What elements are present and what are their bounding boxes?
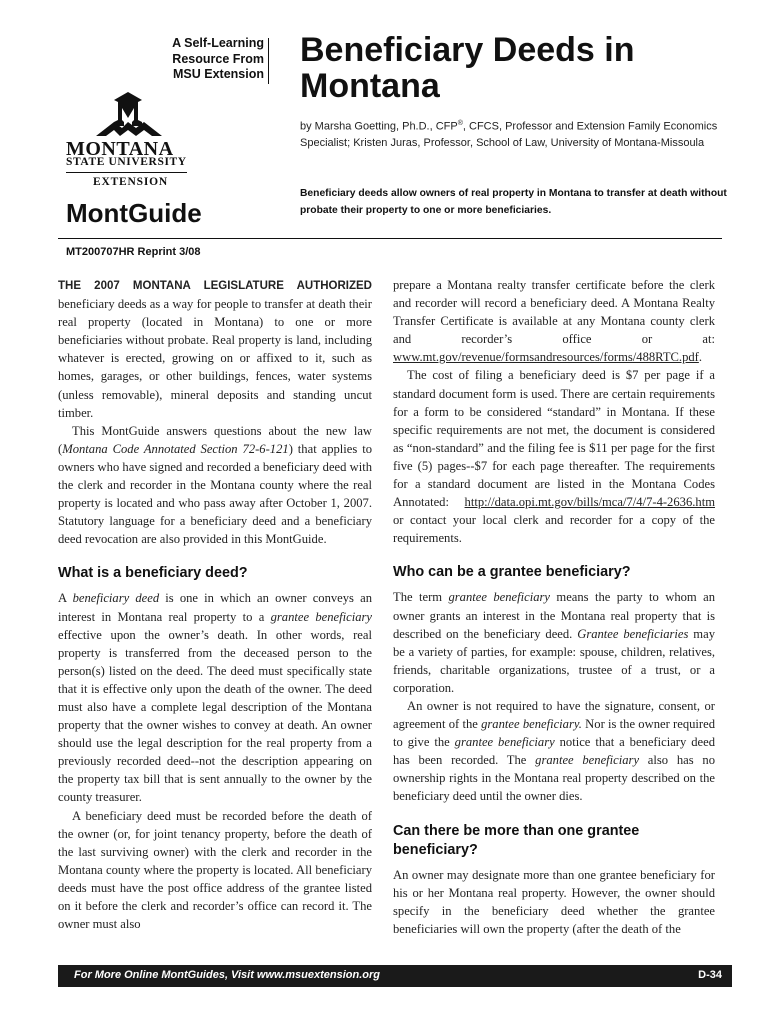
paragraph: [58, 276, 372, 422]
term: grantee beneficiary: [448, 590, 550, 605]
mca-link[interactable]: http://data.opi.mt.gov/bills/mca/7/4/7-4-2636.htm: [464, 495, 715, 510]
university-name: MONTANA: [66, 138, 174, 160]
publication-id: MT200707HR Reprint 3/08: [66, 246, 201, 258]
tagline-line: A Self-Learning: [172, 36, 264, 50]
registered-mark: ®: [457, 120, 463, 127]
paragraph-text: The term: [393, 590, 449, 605]
logo-divider: [66, 172, 187, 173]
tagline-divider: [268, 38, 269, 84]
left-column: [58, 276, 372, 933]
authors-credentials: , CFCS, Professor and Extension Family Economics Specialist; Kristen Juras, Professor, School of Law, University of Montana-Missoula: [300, 120, 718, 149]
tagline: [168, 36, 264, 83]
lead-in: THE 2007 MONTANA LEGISLATURE AUTHORIZED: [58, 280, 372, 292]
paragraph-text: notice that a beneficiary deed has been recorded. The: [393, 735, 715, 768]
paragraph: [58, 589, 372, 806]
term: grantee beneficiary: [270, 609, 372, 624]
university-state: STATE UNIVERSITY: [66, 156, 187, 168]
footer-bar: [58, 965, 732, 987]
paragraph: A beneficiary deed must be recorded before the death of the owner (or, for joint tenancy property, before the death of the last surviving owner) with the clerk and recorder in the Montana county where the property is located. All beneficiary deeds must have the post office address of the grantee listed on it before the clerk and recorder’s office can record it. The owner must also: [58, 808, 372, 932]
paragraph-text: prepare a Montana realty transfer certificate before the clerk and recorder will record a beneficiary deed. A Montana Realty Transfer Certificate is available at any Montana county clerk and recorder’s office or at:: [393, 278, 715, 347]
paragraph-text: ) that applies to owners who have signed and recorded a beneficiary deed with the clerk and recorder in the Montana county where the real property is located and who pass away after October 1, 2007. Statutory language for a beneficiary deed and a beneficiary deed revocation are also provided in this MontGuide.: [58, 441, 372, 547]
paragraph-text: An owner is not required to have the signature, consent, or agreement of the: [393, 698, 715, 732]
paragraph-text: This MontGuide answers questions about the new law (: [58, 423, 372, 456]
paragraph-text: A: [58, 591, 73, 606]
tagline-line: MSU Extension: [173, 67, 264, 81]
series-name: MontGuide: [66, 198, 202, 228]
paragraph: [393, 276, 715, 366]
paragraph-text: effective upon the owner’s death. In other words, real property is transferred from the deceased person to the person(s) listed on the deed. The deed must specifically state that it is effective only upon the death of the owner. The deed must also have a complete legal description of the Montana property that the owner wishes to convey at death. An owner should use the legal description for the real property from a previously recorded deed--not the description appearing on the property tax bill that is sent annually to the owner by the county treasurer.: [58, 627, 372, 805]
section-heading: What is a beneficiary deed?: [58, 565, 248, 582]
paragraph: [393, 697, 715, 806]
paragraph-text: Nor is the owner required to give the: [393, 717, 715, 750]
paragraph-text: .: [698, 350, 703, 365]
page-code: D-34: [698, 969, 722, 981]
citation: Montana Code Annotated Section 72-6-121: [62, 441, 289, 456]
extension-label: EXTENSION: [93, 176, 168, 188]
footer-text: For More Online MontGuides, Visit www.msuextension.org: [74, 969, 380, 981]
paragraph: [393, 588, 715, 697]
rtc-form-link[interactable]: www.mt.gov/revenue/formsandresources/forms/488RTC.pdf: [393, 350, 699, 365]
section-heading: Who can be a grantee beneficiary?: [393, 564, 631, 581]
paragraph-text: is one in which an owner conveys an interest in Montana real property to a: [58, 591, 372, 624]
paragraph-text: or contact your local clerk and recorder for a copy of the requirements.: [393, 513, 715, 546]
authors: [300, 116, 730, 151]
paragraph: An owner may designate more than one grantee beneficiary for his or her Montana real property. However, the owner should specify in the beneficiary deed whether the grantee beneficiaries will own the property (after the death of the: [393, 867, 715, 936]
term: grantee beneficiary: [535, 753, 640, 768]
paragraph-text: also has no ownership rights in the Montana real property described on the beneficiary deed until the owner dies.: [393, 753, 715, 804]
right-column: [393, 276, 715, 938]
header-rule: [58, 238, 722, 239]
authors-name: by Marsha Goetting, Ph.D., CFP: [300, 120, 458, 133]
paragraph-text: The cost of filing a beneficiary deed is $7 per page if a standard document form is used. There are certain requirements for a form to be considered “standard” in Montana. If these specific requirements are not met, the document is considered as “non-standard” and the filing fee is $11 per page for the first five (5) pages--$7 for each page thereafter. The requirements for a standard document are listed in the Montana Codes Annotated:: [393, 368, 715, 510]
paragraph-text: beneficiary deeds as a way for people to transfer at death their real property (located in Montana) to one or more beneficiaries without probate. Real property is land, including whatever is erected, growing on or affixed to it, such as homes, garages, or other buildings, fences, water systems (unless removable), mineral deposits and standing uncut timber.: [58, 297, 372, 420]
term: grantee beneficiary: [454, 735, 555, 750]
term: grantee beneficiary.: [481, 717, 582, 732]
section-heading: Can there be more than one grantee beneficiary?: [393, 822, 640, 858]
paragraph-text: may be a variety of parties, for example: spouse, children, relatives, friends, charitable organizations, trustee of a trust, or a corporation.: [393, 626, 715, 695]
tagline-line: Resource From: [172, 51, 264, 66]
paragraph-text: means the party to whom an owner grants an interest in the Montana real property that is described on the beneficiary deed.: [393, 590, 715, 641]
paragraph: [58, 422, 372, 549]
paragraph: [393, 366, 715, 547]
page-title: Beneficiary Deeds in Montana: [300, 31, 635, 105]
summary: Beneficiary deeds allow owners of real property in Montana to transfer at death without probate their property to one or more beneficiaries.: [300, 188, 727, 216]
term: Grantee beneficiaries: [577, 626, 689, 641]
term: beneficiary deed: [72, 591, 160, 606]
